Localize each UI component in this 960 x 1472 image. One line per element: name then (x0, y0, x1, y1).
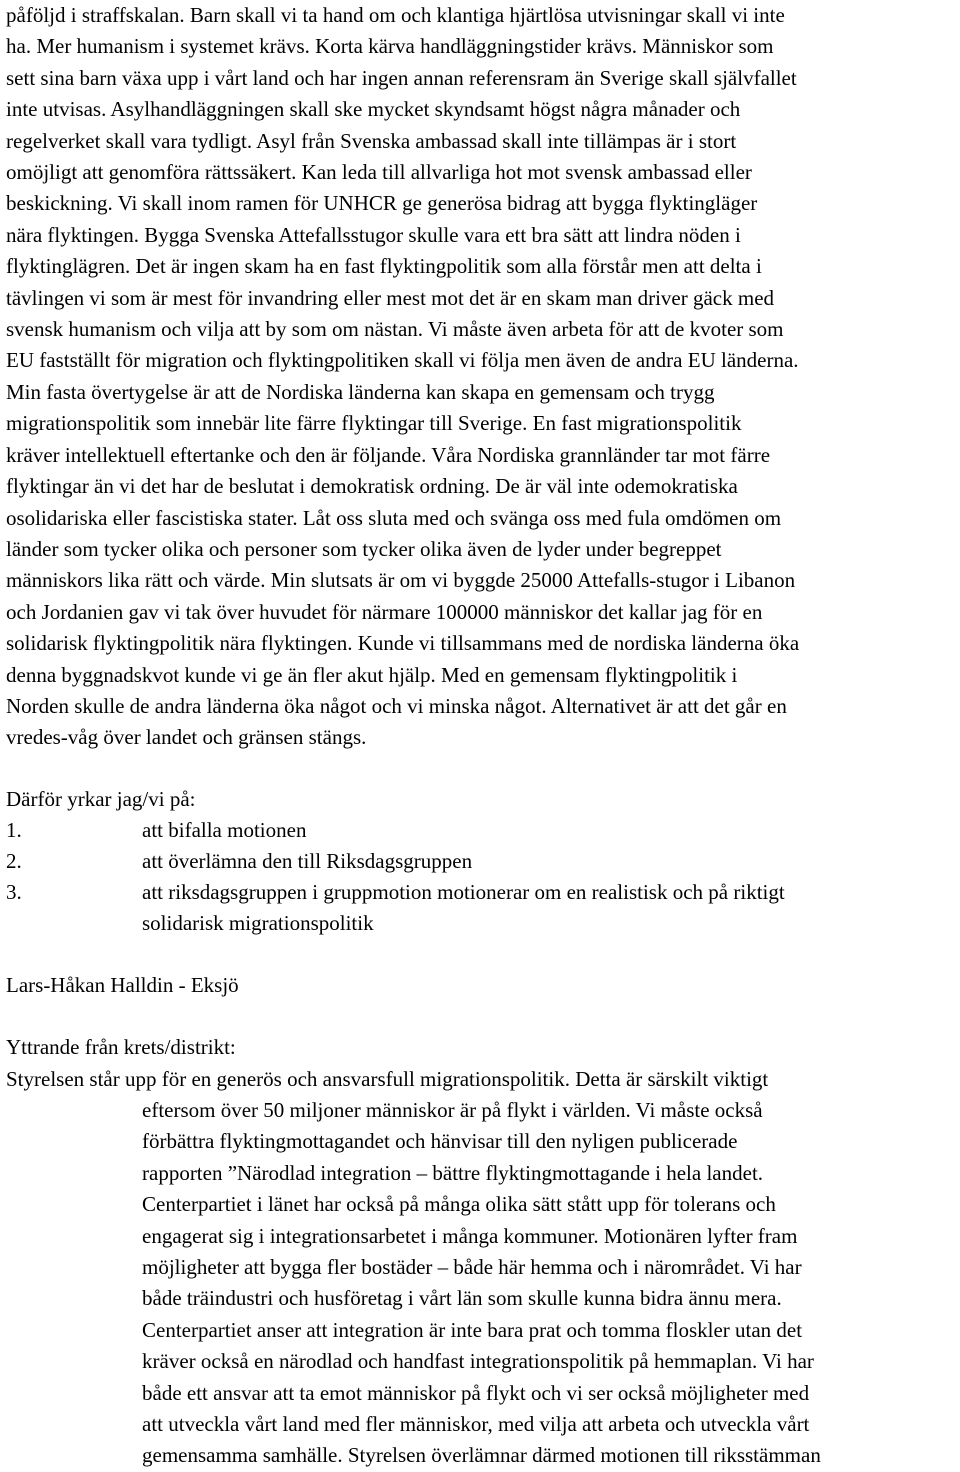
author-signature: Lars-Håkan Halldin - Eksjö (6, 973, 239, 997)
demand-number: 2. (6, 849, 22, 873)
demand-text: att bifalla motionen (142, 818, 307, 842)
demand-text: att överlämna den till Riksdagsgruppen (142, 849, 473, 873)
demand-number: 3. (6, 880, 22, 904)
demands-intro: Därför yrkar jag/vi på: (6, 787, 196, 811)
statement-body-text: eftersom över 50 miljoner människor är på flykt i världen. Vi måste också förbättra flyktingmottagandet och hänvisar till den nyligen publicerade rapporten ”Närodlad integration – bättre flyktingmottagande i hela landet. Centerpartiet i länet har också på många olika sätt stått upp för tolerans och engagerat sig i integrationsarbetet i många kommuner. Motionären lyfter fram möjligheter att bygga fler bostäder – både här hemma och i närområdet. Vi har både träindustri och husföretag i vårt län som skulle kunna bidra ännu mera. Centerpartiet anser att integration är inte bara prat och tomma floskler utan det kräver också en närodlad och handfast integrationspolitik på hemmaplan. Vi har både ett ansvar att ta emot människor på flykt och vi ser också möjligheter med att utveckla vårt land med fler människor, med vilja att arbeta och utveckla vårt gemensamma samhälle. Styrelsen överlämnar därmed motionen till riksstämman (142, 1098, 821, 1468)
statement-label: Yttrande från krets/distrikt: (6, 1035, 236, 1059)
demand-text: att riksdagsgruppen i gruppmotion motionerar om en realistisk och på riktigt solidarisk migrationspolitik (142, 880, 785, 936)
demand-number: 1. (6, 818, 22, 842)
motion-body-text: påföljd i straffskalan. Barn skall vi ta hand om och klantiga hjärtlösa utvisningar skall vi inte ha. Mer humanism i systemet krävs. Korta kärva handläggningstider krävs. Människor som sett sina barn växa upp i vårt land och har ingen annan referensram än Sverige skall självfallet inte utvisas. Asylhandläggningen skall ske mycket skyndsamt högst några månader och regelverket skall vara tydligt. Asyl från Svenska ambassad skall inte tillämpas är i stort omöjligt att genomföra rättssäkert. Kan leda till allvarliga hot mot svensk ambassad eller beskickning. Vi skall inom ramen för UNHCR ge generösa bidrag att bygga flyktingläger nära flyktingen. Bygga Svenska Attefallsstugor skulle vara ett bra sätt att lindra nöden i flyktinglägren. Det är ingen skam ha en fast flyktingpolitik som alla förstår men att delta i tävlingen vi som är mest för invandring eller mest mot det är en skam man driver gäck med svensk humanism och vilja att by som om nästan. Vi måste även arbeta för att de kvoter som EU fastställt för migration och flyktingpolitiken skall vi följa men även de andra EU länderna. Min fasta övertygelse är att de Nordiska länderna kan skapa en gemensam och trygg migrationspolitik som innebär lite färre flyktingar till Sverige. En fast migrationspolitik kräver intellektuell eftertanke och den är följande. Våra Nordiska grannländer tar mot färre flyktingar än vi det har de beslutat i demokratisk ordning. De är väl inte odemokratiska osolidariska eller fascistiska stater. Låt oss sluta med och svänga oss med fula omdömen om länder som tycker olika och personer som tycker olika även de lyder under begreppet människors lika rätt och värde. Min slutsats är om vi byggde 25000 Attefalls-stugor i Libanon och Jordanien gav vi tak över huvudet för närmare 100000 människor det kallar jag för en solidarisk flyktingpolitik nära flyktingen. Kunde vi tillsammans med de nordiska länderna öka denna byggnadskvot kunde vi ge än fler akut hjälp. Med en gemensam flyktingpolitik i Norden skulle de andra länderna öka något och vi minska något. Alternativet är att det går en vredes-våg över landet och gränsen stängs. (6, 3, 800, 750)
statement-first-line: Styrelsen står upp för en generös och ansvarsfull migrationspolitik. Detta är särskilt viktigt (6, 1067, 769, 1091)
